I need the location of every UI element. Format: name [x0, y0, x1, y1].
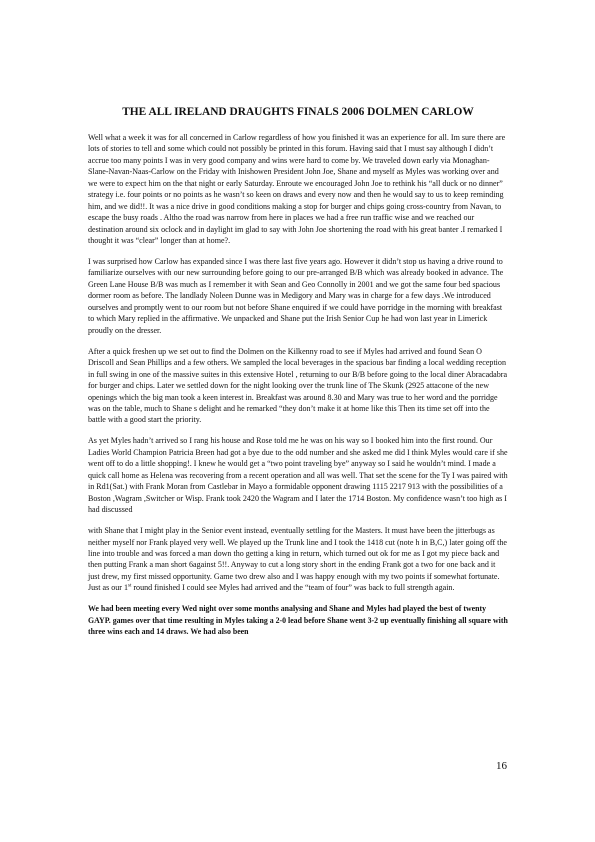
page-number: 16: [496, 760, 507, 772]
article-body: [88, 132, 508, 647]
ordinal-suffix: st: [128, 583, 132, 589]
paragraph-1: Well what a week it was for all concerned in Carlow regardless of how you finished it was an experience for all. Im sure there are lots of stories to tell and some which could not possibly be printed in this forum. Having said that I must say although I didn’t accrue too many points I was in very good company and wins were hard to come by. We traveled down early via Monaghan-Slane-Navan-Naas-Carlow on the Friday with Inishowen President John Joe, Shane and myself as Myles was working over and we were to expect him on the that night or early Saturday. Enroute we encouraged John Joe to rethink his “all duck or no dinner” strategy i.e. four points or no points as he wasn’t so keen on draws and every now and then he would say to us to keep reminding him, and we did!!. It was a nice drive in good conditions making a stop for burger and chips going cross-country from Navan, to escape the busy roads . Altho the road was narrow from here in places we had a free run traffic wise and we reached our destination around six oclock and in daylight im glad to say with John Joe shortening the road with his great banter .I remarked I thought it was “clear” longer than at home?.: [88, 133, 506, 246]
paragraph-4: As yet Myles hadn’t arrived so I rang his house and Rose told me he was on his way so I booked him into the first round. Our Ladies World Champion Patricia Breen had got a bye due to the odd number and she asked me did I think Myles would care if she went off to do a little shopping!. I knew he would get a “two point traveling bye” anyway so I said he wouldn’t mind. I made a quick call home as Helena was recovering from a recent operation and all was well. That set the scene for the Ty I was paired with in Rd1(Sat.) with Frank Moran from Castlebar in Mayo a formidable opponent drawing 1115 2217 913 with the possibilities of a Boston ,Wagram ,Switcher or Wisp. Frank took 2420 the Wagram and I later the 1714 Boston. My confidence wasn’t too high as I had discussed: [88, 436, 508, 515]
paragraph-5: with Shane that I might play in the Senior event instead, eventually settling for the Masters. It must have been the jitterbugs as neither myself nor Frank played very well. We played up the Trunk line and I took the 1418 cut (note h in B,C,) later going off the line into trouble and was forced a man down tho getting a king in return, which turned out ok for me as I got my piece back and then putting Frank a man short 6against 5!!. Anyway to cut a long story short in the ending Frank got a two for one back and it just drew, my first missed opportunity. Game two drew also and I was happy enough with my two points if somewhat fortunate. Just as our 1st round finished I could see Myles had arrived and the “team of four” was back to full strength again.: [88, 526, 507, 593]
paragraph-2: I was surprised how Carlow has expanded since I was there last five years ago. However it didn’t stop us having a drive round to familiarize ourselves with our new surrounding before going to our pre-arranged B/B which was already booked in advance. The Green Lane House B/B was much as I remember it with Sean and Geo Connolly in 2001 and we got the same four bed spacious dormer room as before. The landlady Noleen Dunne was in Medigory and Mary was in charge for a few days .We introduced ourselves and promptly went to our room but not before Shane enquired if we could have porridge in the morning with breakfast to which Mary replied in the affirmative. We unpacked and Shane put the Irish Senior Cup he had won last year in Limerick proudly on the dresser.: [88, 257, 504, 335]
page-title: THE ALL IRELAND DRAUGHTS FINALS 2006 DOLMEN CARLOW: [122, 106, 474, 118]
paragraph-6: We had been meeting every Wed night over some months analysing and Shane and Myles had played the best of twenty GAYP. games over that time resulting in Myles taking a 2-0 lead before Shane went 3-2 up eventually finishing all square with three wins each and 14 draws. We had also been: [88, 604, 508, 637]
paragraph-3: After a quick freshen up we set out to find the Dolmen on the Kilkenny road to see if Myles had arrived and found Sean O Driscoll and Sean Phillips and a few others. We sampled the local beverages in the spacious bar finding a local wedding reception in full swing in one of the massive suites in this extensive Hotel , returning to our B/B before going to the local diner Abracadabra for burger and chips. Later we settled down for the night looking over the trunk line of The Skunk (2925 attacone of the new openings which the big man took a keen interest in. Breakfast was around 8.30 and Mary was true to her word and the porridge was on the table, much to Shane s delight and he remarked “they don’t make it at home like this Then its time set off into the battle with a good start the priority.: [88, 346, 508, 425]
